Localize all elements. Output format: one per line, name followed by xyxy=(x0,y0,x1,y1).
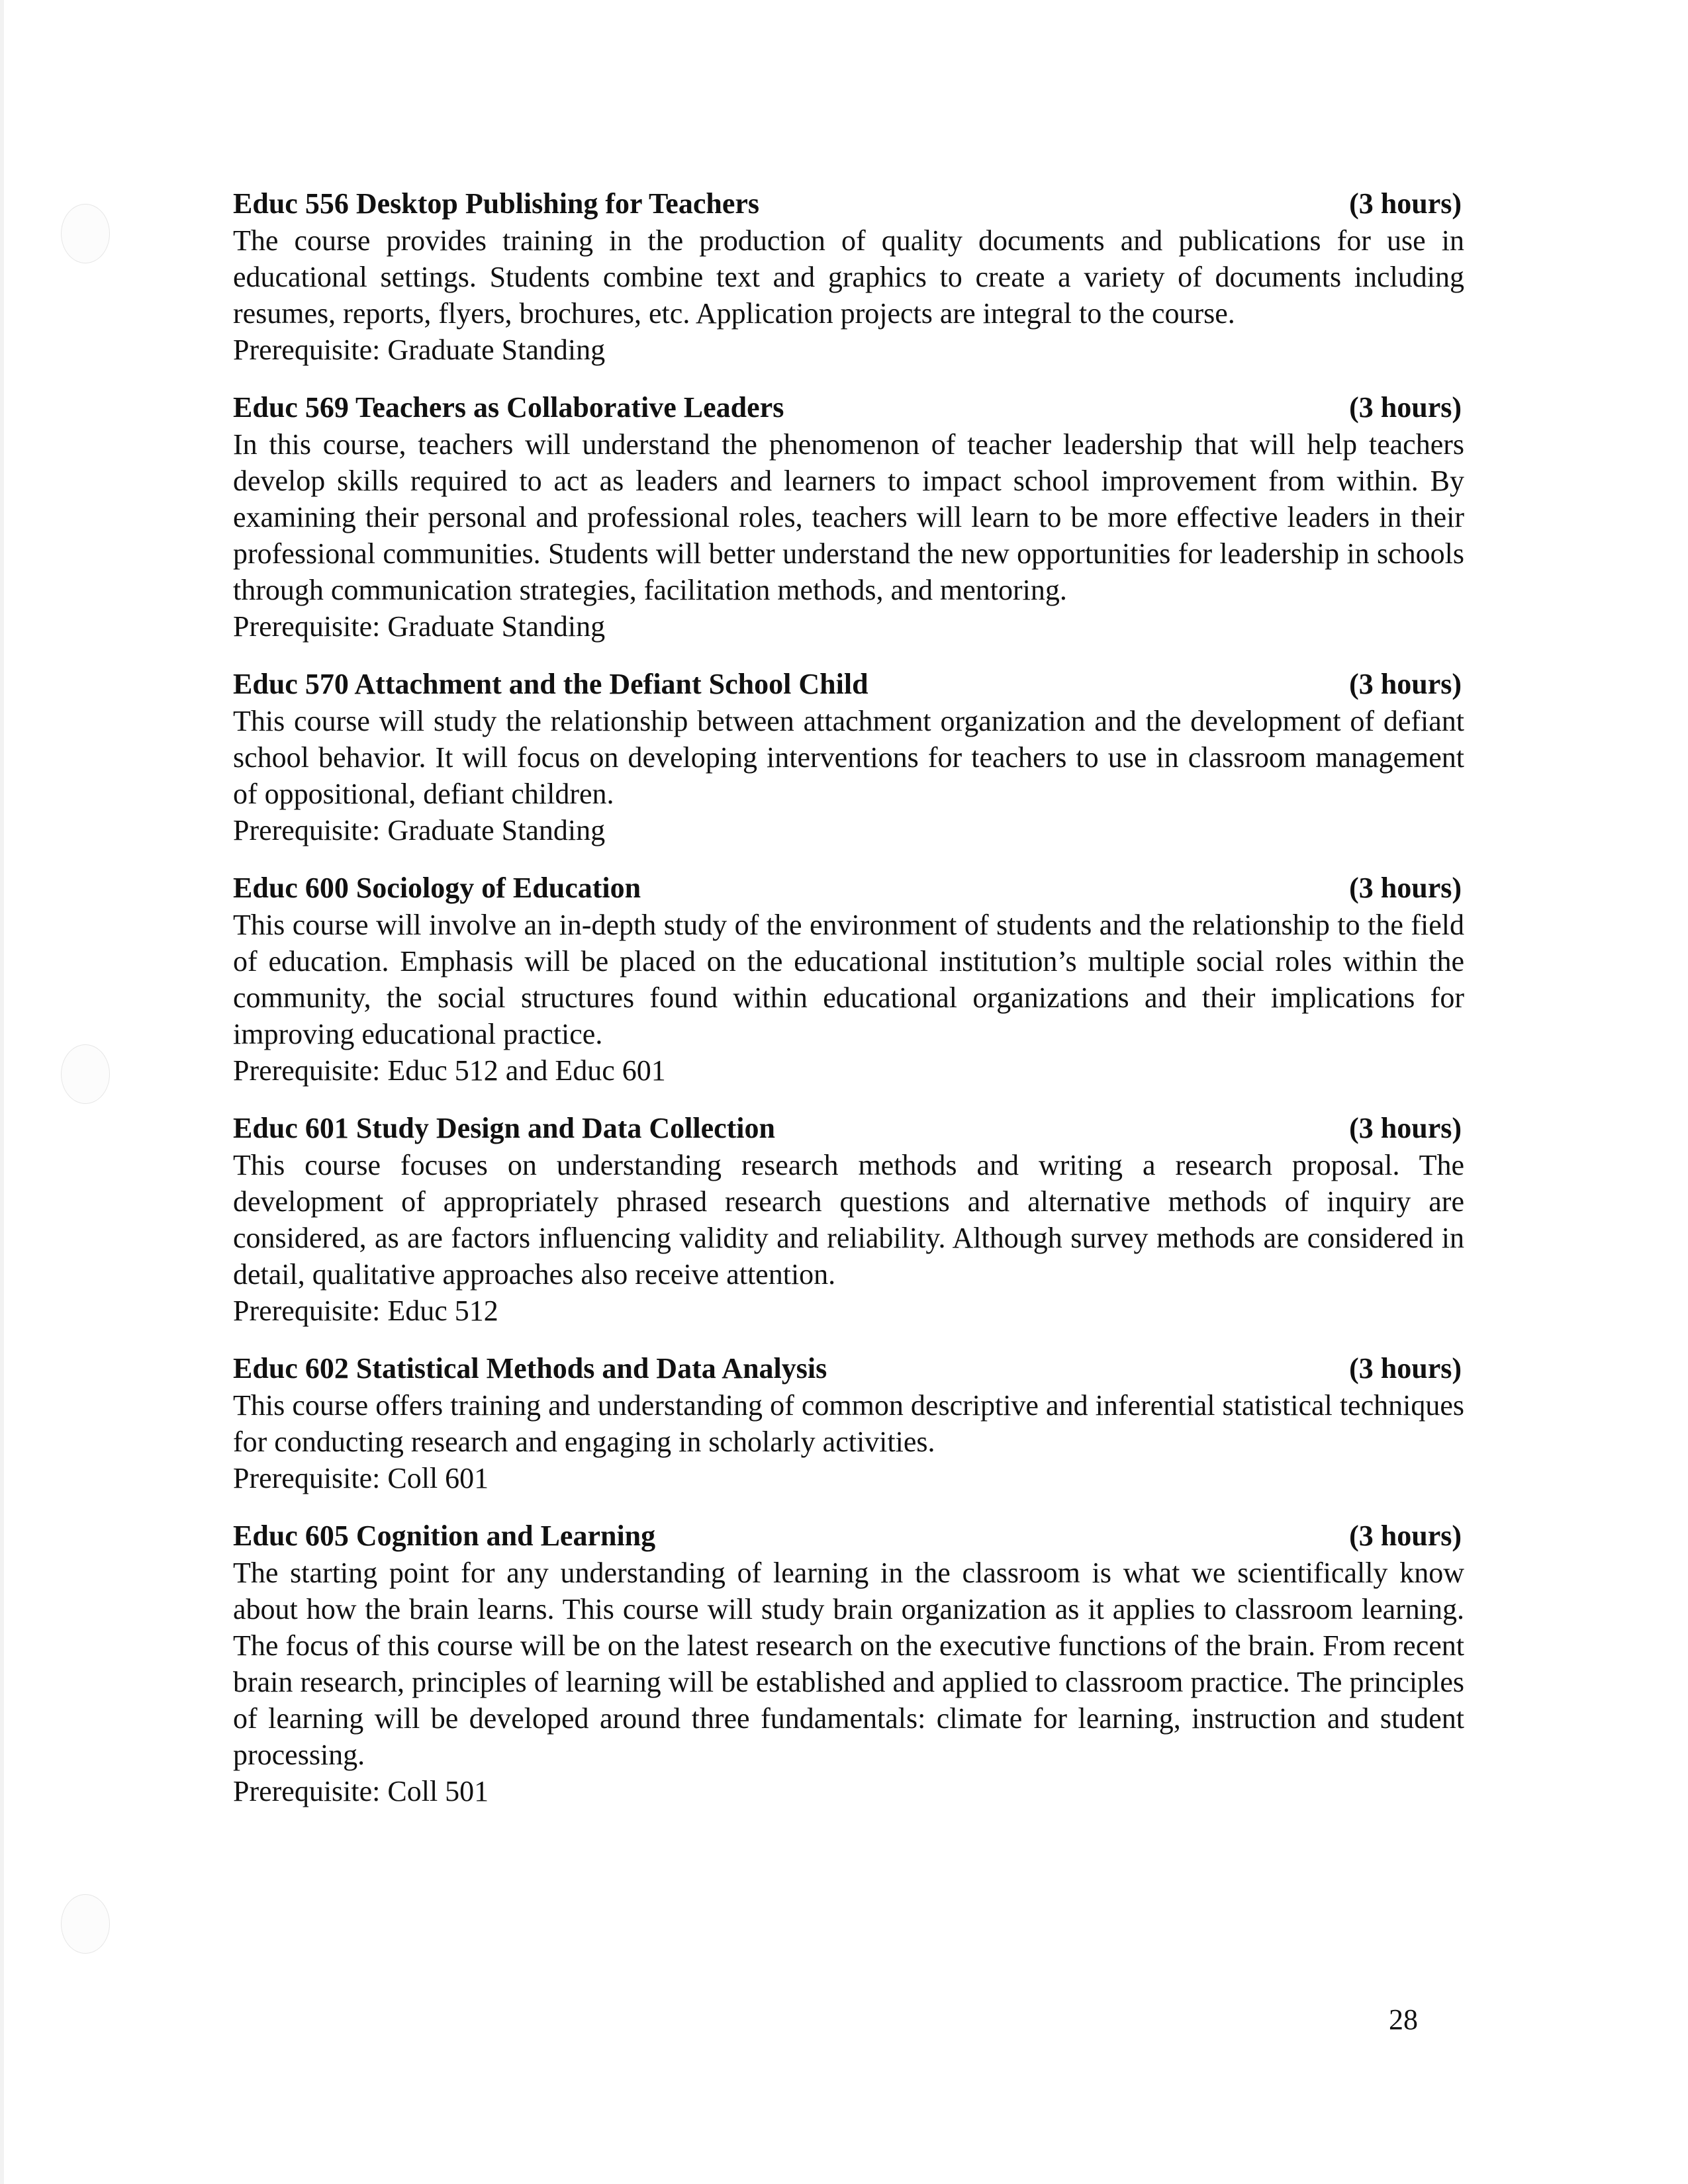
course-header xyxy=(233,1350,1464,1387)
course-title: Educ 570 Attachment and the Defiant School Child xyxy=(233,668,868,700)
course-header xyxy=(233,389,1464,426)
page-number: 28 xyxy=(1389,2003,1418,2036)
course-title: Educ 556 Desktop Publishing for Teachers xyxy=(233,187,760,220)
course-entry xyxy=(233,1350,1464,1496)
course-description: In this course, teachers will understand the phenomenon of teacher leadership that will help teachers develop skills required to act as leaders and learners to impact school improvement from within. By examining their personal and professional roles, teachers will learn to be more effective leaders in their professional communities. Students will better understand the new opportunities for leadership in schools through communication strategies, facilitation methods, and mentoring. xyxy=(233,428,1464,606)
course-entry xyxy=(233,1518,1464,1809)
course-hours: (3 hours) xyxy=(1349,668,1462,700)
course-list xyxy=(233,185,1464,1831)
course-description: This course will study the relationship between attachment organization and the development of defiant school behavior. It will focus on developing interventions for teachers to use in classroom management of oppositional, defiant children. xyxy=(233,705,1464,810)
course-prerequisite: Prerequisite: Educ 512 and Educ 601 xyxy=(233,1054,666,1087)
course-header xyxy=(233,870,1464,907)
course-entry xyxy=(233,185,1464,368)
course-prerequisite: Prerequisite: Coll 501 xyxy=(233,1775,489,1807)
course-prerequisite: Prerequisite: Coll 601 xyxy=(233,1462,489,1494)
punch-hole xyxy=(61,1894,110,1954)
course-header xyxy=(233,666,1464,703)
course-title: Educ 600 Sociology of Education xyxy=(233,872,641,904)
course-entry xyxy=(233,666,1464,848)
course-entry xyxy=(233,870,1464,1089)
page-edge xyxy=(0,0,4,2184)
course-entry xyxy=(233,1110,1464,1329)
course-prerequisite: Prerequisite: Graduate Standing xyxy=(233,814,606,846)
course-description: The starting point for any understanding of learning in the classroom is what we scientifically know about how the brain learns. This course will study brain organization as it applies to classroom learning. The focus of this course will be on the latest research on the executive functions of the brain. From recent brain research, principles of learning will be established and applied to classroom practice. The principles of learning will be developed around three fundamentals: climate for learning, instruction and student processing. xyxy=(233,1557,1464,1771)
course-description: This course will involve an in-depth study of the environment of students and the relationship to the field of education. Emphasis will be placed on the educational institution’s multiple social roles within the community, the social structures found within educational organizations and their implications for improving educational practice. xyxy=(233,909,1464,1050)
course-title: Educ 569 Teachers as Collaborative Leaders xyxy=(233,391,784,424)
course-hours: (3 hours) xyxy=(1349,187,1462,220)
course-title: Educ 605 Cognition and Learning xyxy=(233,1520,656,1552)
punch-hole xyxy=(61,204,110,263)
course-prerequisite: Prerequisite: Graduate Standing xyxy=(233,610,606,643)
course-description: This course offers training and understanding of common descriptive and inferential statistical techniques for conducting research and engaging in scholarly activities. xyxy=(233,1389,1464,1458)
punch-hole xyxy=(61,1044,110,1104)
course-title: Educ 602 Statistical Methods and Data Analysis xyxy=(233,1352,827,1385)
course-description: The course provides training in the production of quality documents and publications for use in educational settings. Students combine text and graphics to create a variety of documents including resumes, reports, flyers, brochures, etc. Application projects are integral to the course. xyxy=(233,224,1464,330)
course-title: Educ 601 Study Design and Data Collection xyxy=(233,1112,776,1144)
course-hours: (3 hours) xyxy=(1349,391,1462,424)
course-description: This course focuses on understanding research methods and writing a research proposal. The development of appropriately phrased research questions and alternative methods of inquiry are considered, as are factors influencing validity and reliability. Although survey methods are considered in detail, qualitative approaches also receive attention. xyxy=(233,1149,1464,1291)
course-hours: (3 hours) xyxy=(1349,1112,1462,1144)
course-header xyxy=(233,1110,1464,1147)
course-header xyxy=(233,185,1464,222)
course-hours: (3 hours) xyxy=(1349,1352,1462,1385)
course-prerequisite: Prerequisite: Graduate Standing xyxy=(233,334,606,366)
course-hours: (3 hours) xyxy=(1349,1520,1462,1552)
course-header xyxy=(233,1518,1464,1555)
course-prerequisite: Prerequisite: Educ 512 xyxy=(233,1295,498,1327)
course-entry xyxy=(233,389,1464,645)
course-hours: (3 hours) xyxy=(1349,872,1462,904)
